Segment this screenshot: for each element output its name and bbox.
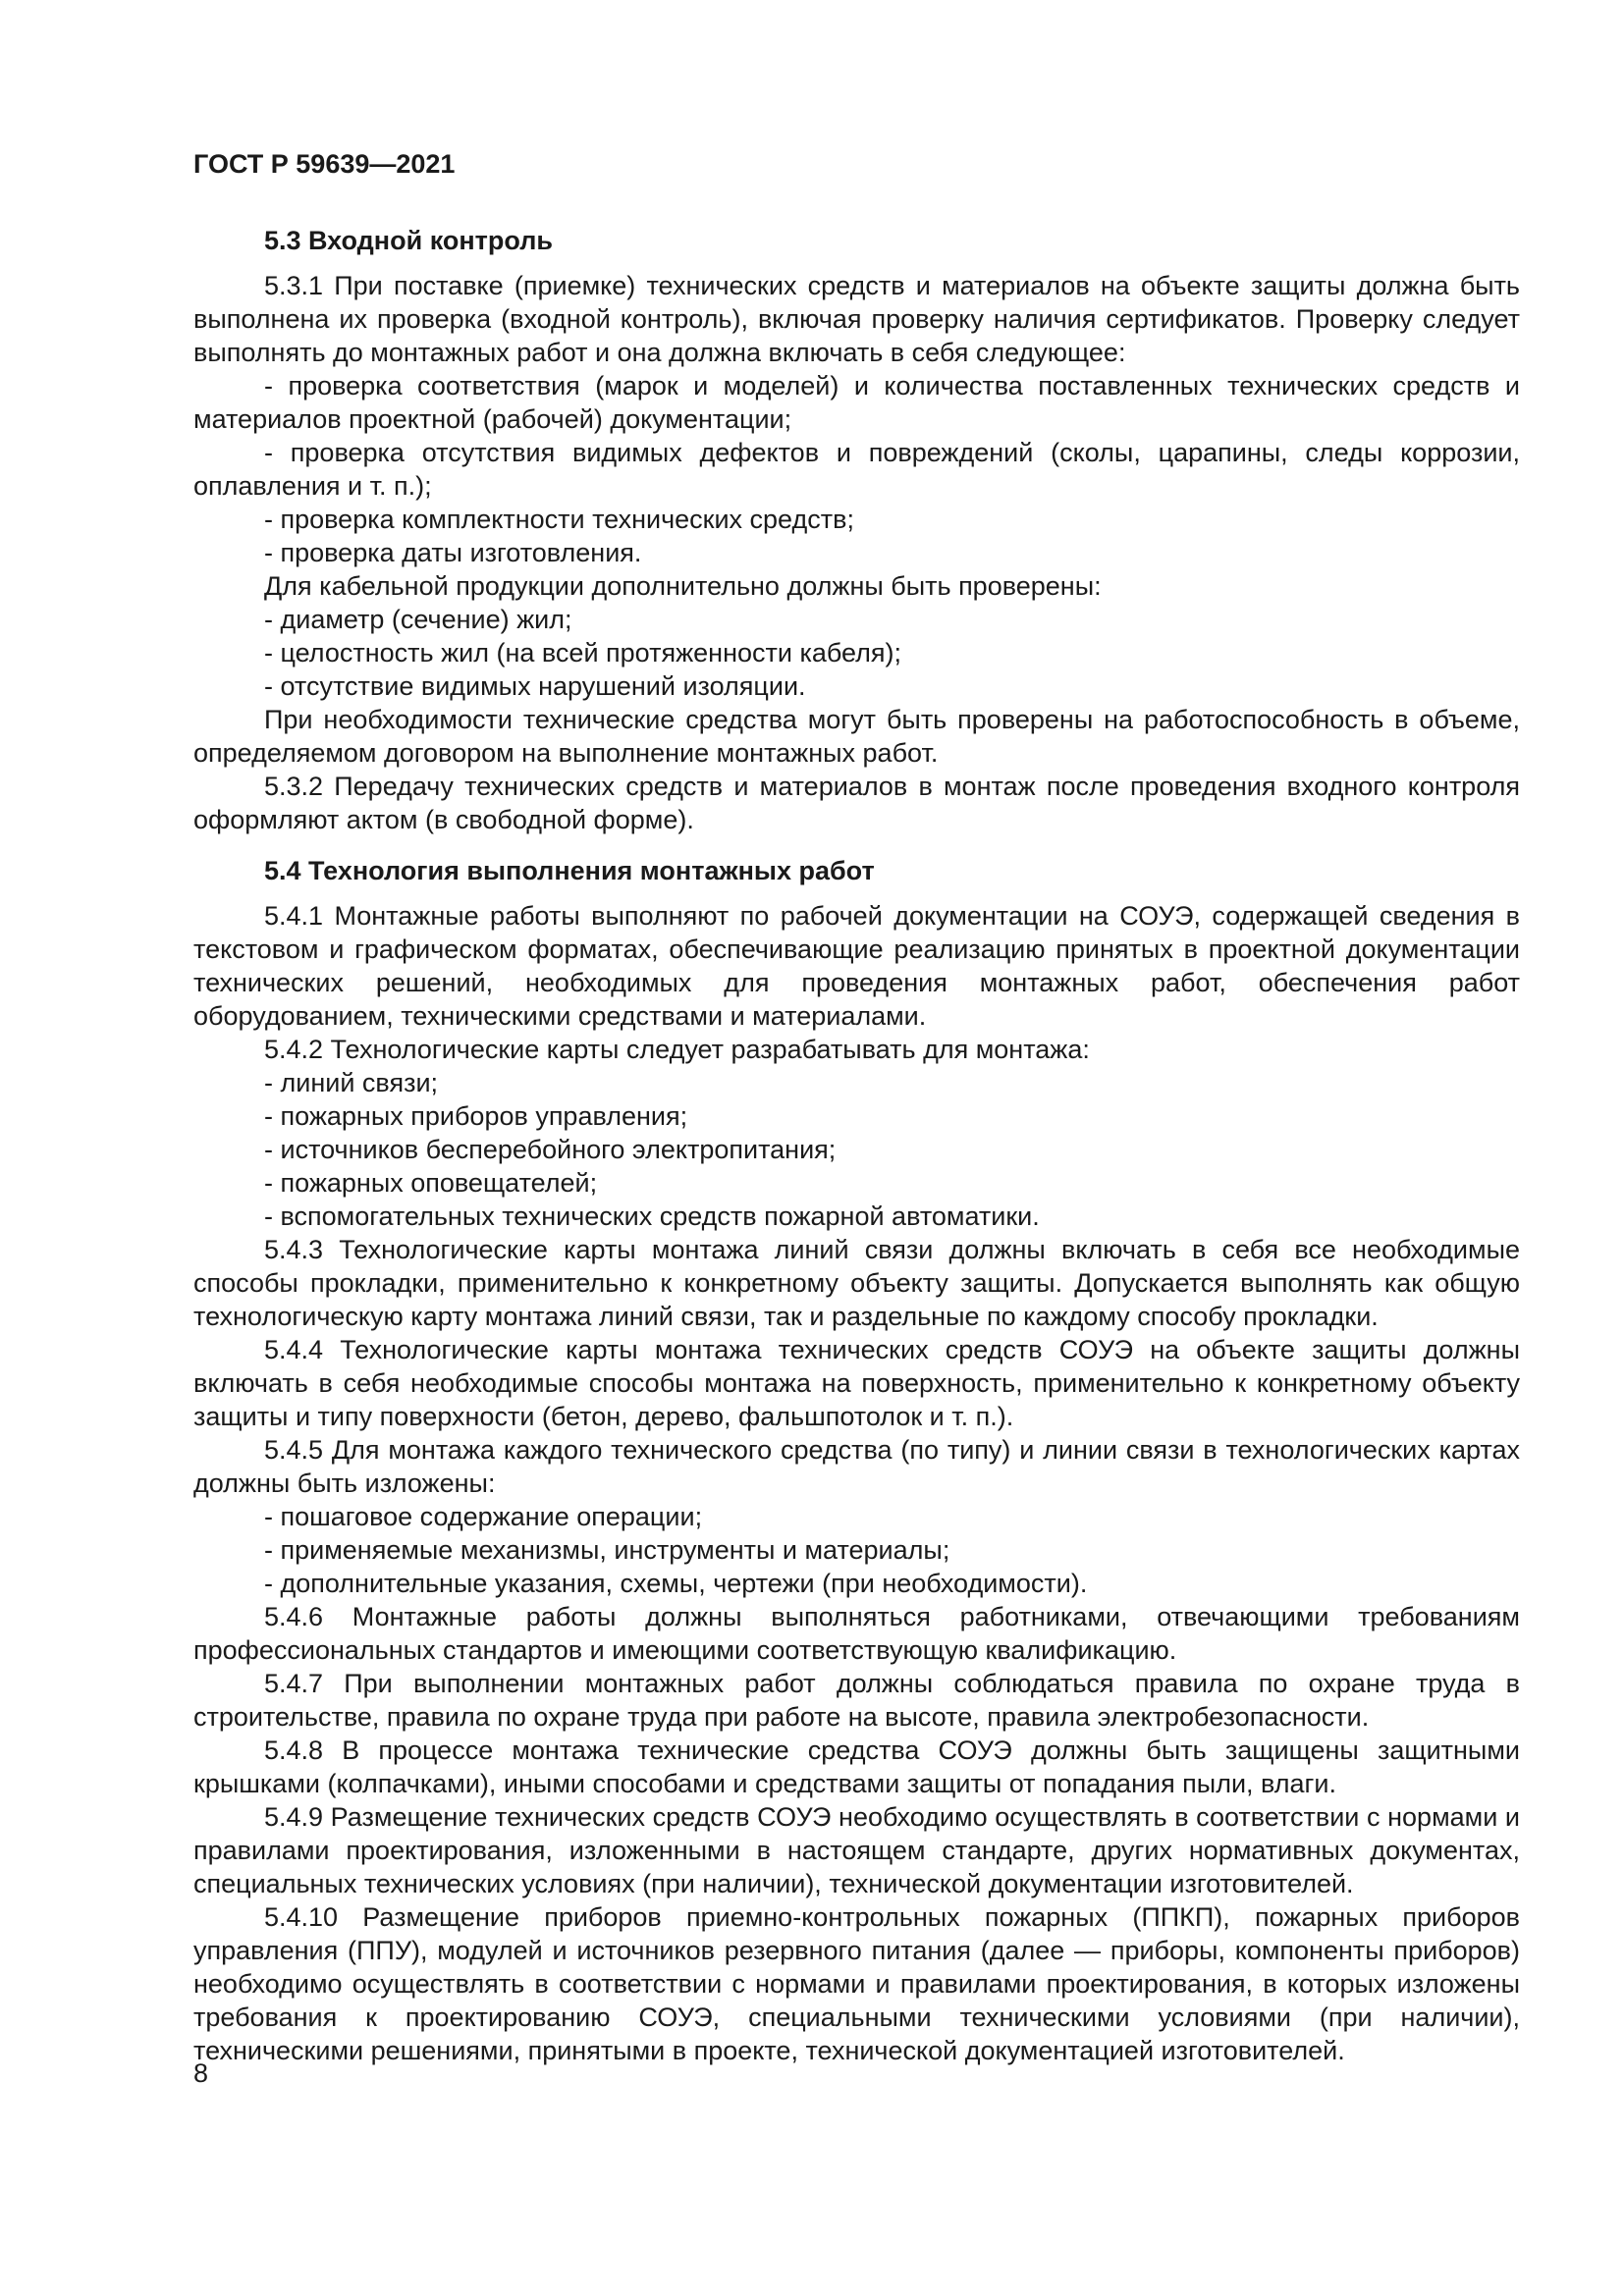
paragraph-5-3-1: 5.3.1 При поставке (приемке) технических средств и материалов на объекте защиты должна быть выполнена их проверка (входной контроль), включая проверку наличия сертификатов. Проверку следует выполнять до монтажных работ и она должна включать в себя следующее:: [193, 271, 1520, 367]
list-item: - проверка соответствия (марок и моделей) и количества поставленных технических средств и материалов проектной (рабочей) документации;: [193, 371, 1520, 434]
list-item: - пожарных оповещателей;: [264, 1168, 598, 1198]
list-item: - дополнительные указания, схемы, чертежи (при необходимости).: [264, 1569, 1088, 1598]
list-item: - проверка комплектности технических средств;: [264, 505, 854, 534]
page-number: 8: [193, 2058, 209, 2088]
paragraph-5-4-9: 5.4.9 Размещение технических средств СОУЭ необходимо осуществлять в соответствии с нормами и правилами проектирования, изложенными в настоящем стандарте, других нормативных документах, специальных технических условиях (при наличии), технической документации изготовителей.: [193, 1802, 1520, 1898]
paragraph-workability: При необходимости технические средства могут быть проверены на работоспособность в объеме, определяемом договором на выполнение монтажных работ.: [193, 705, 1520, 768]
paragraph-5-4-5: 5.4.5 Для монтажа каждого технического средства (по типу) и линии связи в технологических картах должны быть изложены:: [193, 1435, 1520, 1498]
paragraph-5-4-8: 5.4.8 В процессе монтажа технические средства СОУЭ должны быть защищены защитными крышками (колпачками), иными способами и средствами защиты от попадания пыли, влаги.: [193, 1735, 1520, 1798]
section-heading-5-4: 5.4 Технология выполнения монтажных работ: [264, 856, 875, 885]
section-heading-5-3: 5.3 Входной контроль: [264, 226, 553, 255]
list-item: - источников бесперебойного электропитания;: [264, 1135, 837, 1164]
list-item: - вспомогательных технических средств пожарной автоматики.: [264, 1201, 1040, 1231]
list-item: - отсутствие видимых нарушений изоляции.: [264, 671, 806, 701]
paragraph-5-4-3: 5.4.3 Технологические карты монтажа линий связи должны включать в себя все необходимые способы прокладки, применительно к конкретному объекту защиты. Допускается выполнять как общую технологическую карту монтажа линий связи, так и раздельные по каждому способу прокладки.: [193, 1235, 1520, 1331]
document-id: ГОСТ Р 59639—2021: [193, 149, 456, 179]
paragraph-5-4-6: 5.4.6 Монтажные работы должны выполняться работниками, отвечающими требованиям профессиональных стандартов и имеющими соответствующую квалификацию.: [193, 1602, 1520, 1665]
page-content: [193, 224, 1520, 2067]
list-item: - пожарных приборов управления;: [264, 1101, 688, 1131]
paragraph-5-3-2: 5.3.2 Передачу технических средств и материалов в монтаж после проведения входного контроля оформляют актом (в свободной форме).: [193, 772, 1520, 834]
list-item: - диаметр (сечение) жил;: [264, 605, 572, 634]
paragraph-5-4-10: 5.4.10 Размещение приборов приемно-контрольных пожарных (ППКП), пожарных приборов управления (ППУ), модулей и источников резервного питания (далее — приборы, компоненты приборов) необходимо осуществлять в соответствии с нормами и правилами проектирования, в которых изложены требования к проектированию СОУЭ, специальными техническими условиями (при наличии), техническими решениями, принятыми в проекте, технической документацией изготовителей.: [193, 1902, 1520, 2065]
list-item: - пошаговое содержание операции;: [264, 1502, 703, 1531]
list-item: - линий связи;: [264, 1068, 439, 1097]
list-item: - проверка даты изготовления.: [264, 538, 642, 567]
paragraph-5-4-7: 5.4.7 При выполнении монтажных работ должны соблюдаться правила по охране труда в строительстве, правила по охране труда при работе на высоте, правила электробезопасности.: [193, 1669, 1520, 1732]
list-item: - целостность жил (на всей протяженности кабеля);: [264, 638, 902, 667]
list-item: - проверка отсутствия видимых дефектов и повреждений (сколы, царапины, следы коррозии, оплавления и т. п.);: [193, 438, 1520, 501]
list-item: - применяемые механизмы, инструменты и материалы;: [264, 1535, 950, 1565]
paragraph-5-4-2: 5.4.2 Технологические карты следует разрабатывать для монтажа:: [264, 1035, 1090, 1064]
cable-check-intro: Для кабельной продукции дополнительно должны быть проверены:: [264, 571, 1102, 601]
paragraph-5-4-1: 5.4.1 Монтажные работы выполняют по рабочей документации на СОУЭ, содержащей сведения в текстовом и графическом форматах, обеспечивающие реализацию принятых в проектной документации технических решений, необходимых для проведения монтажных работ, обеспечения работ оборудованием, техническими средствами и материалами.: [193, 901, 1520, 1031]
paragraph-5-4-4: 5.4.4 Технологические карты монтажа технических средств СОУЭ на объекте защиты должны включать в себя необходимые способы монтажа на поверхность, применительно к конкретному объекту защиты и типу поверхности (бетон, дерево, фальшпотолок и т. п.).: [193, 1335, 1520, 1431]
